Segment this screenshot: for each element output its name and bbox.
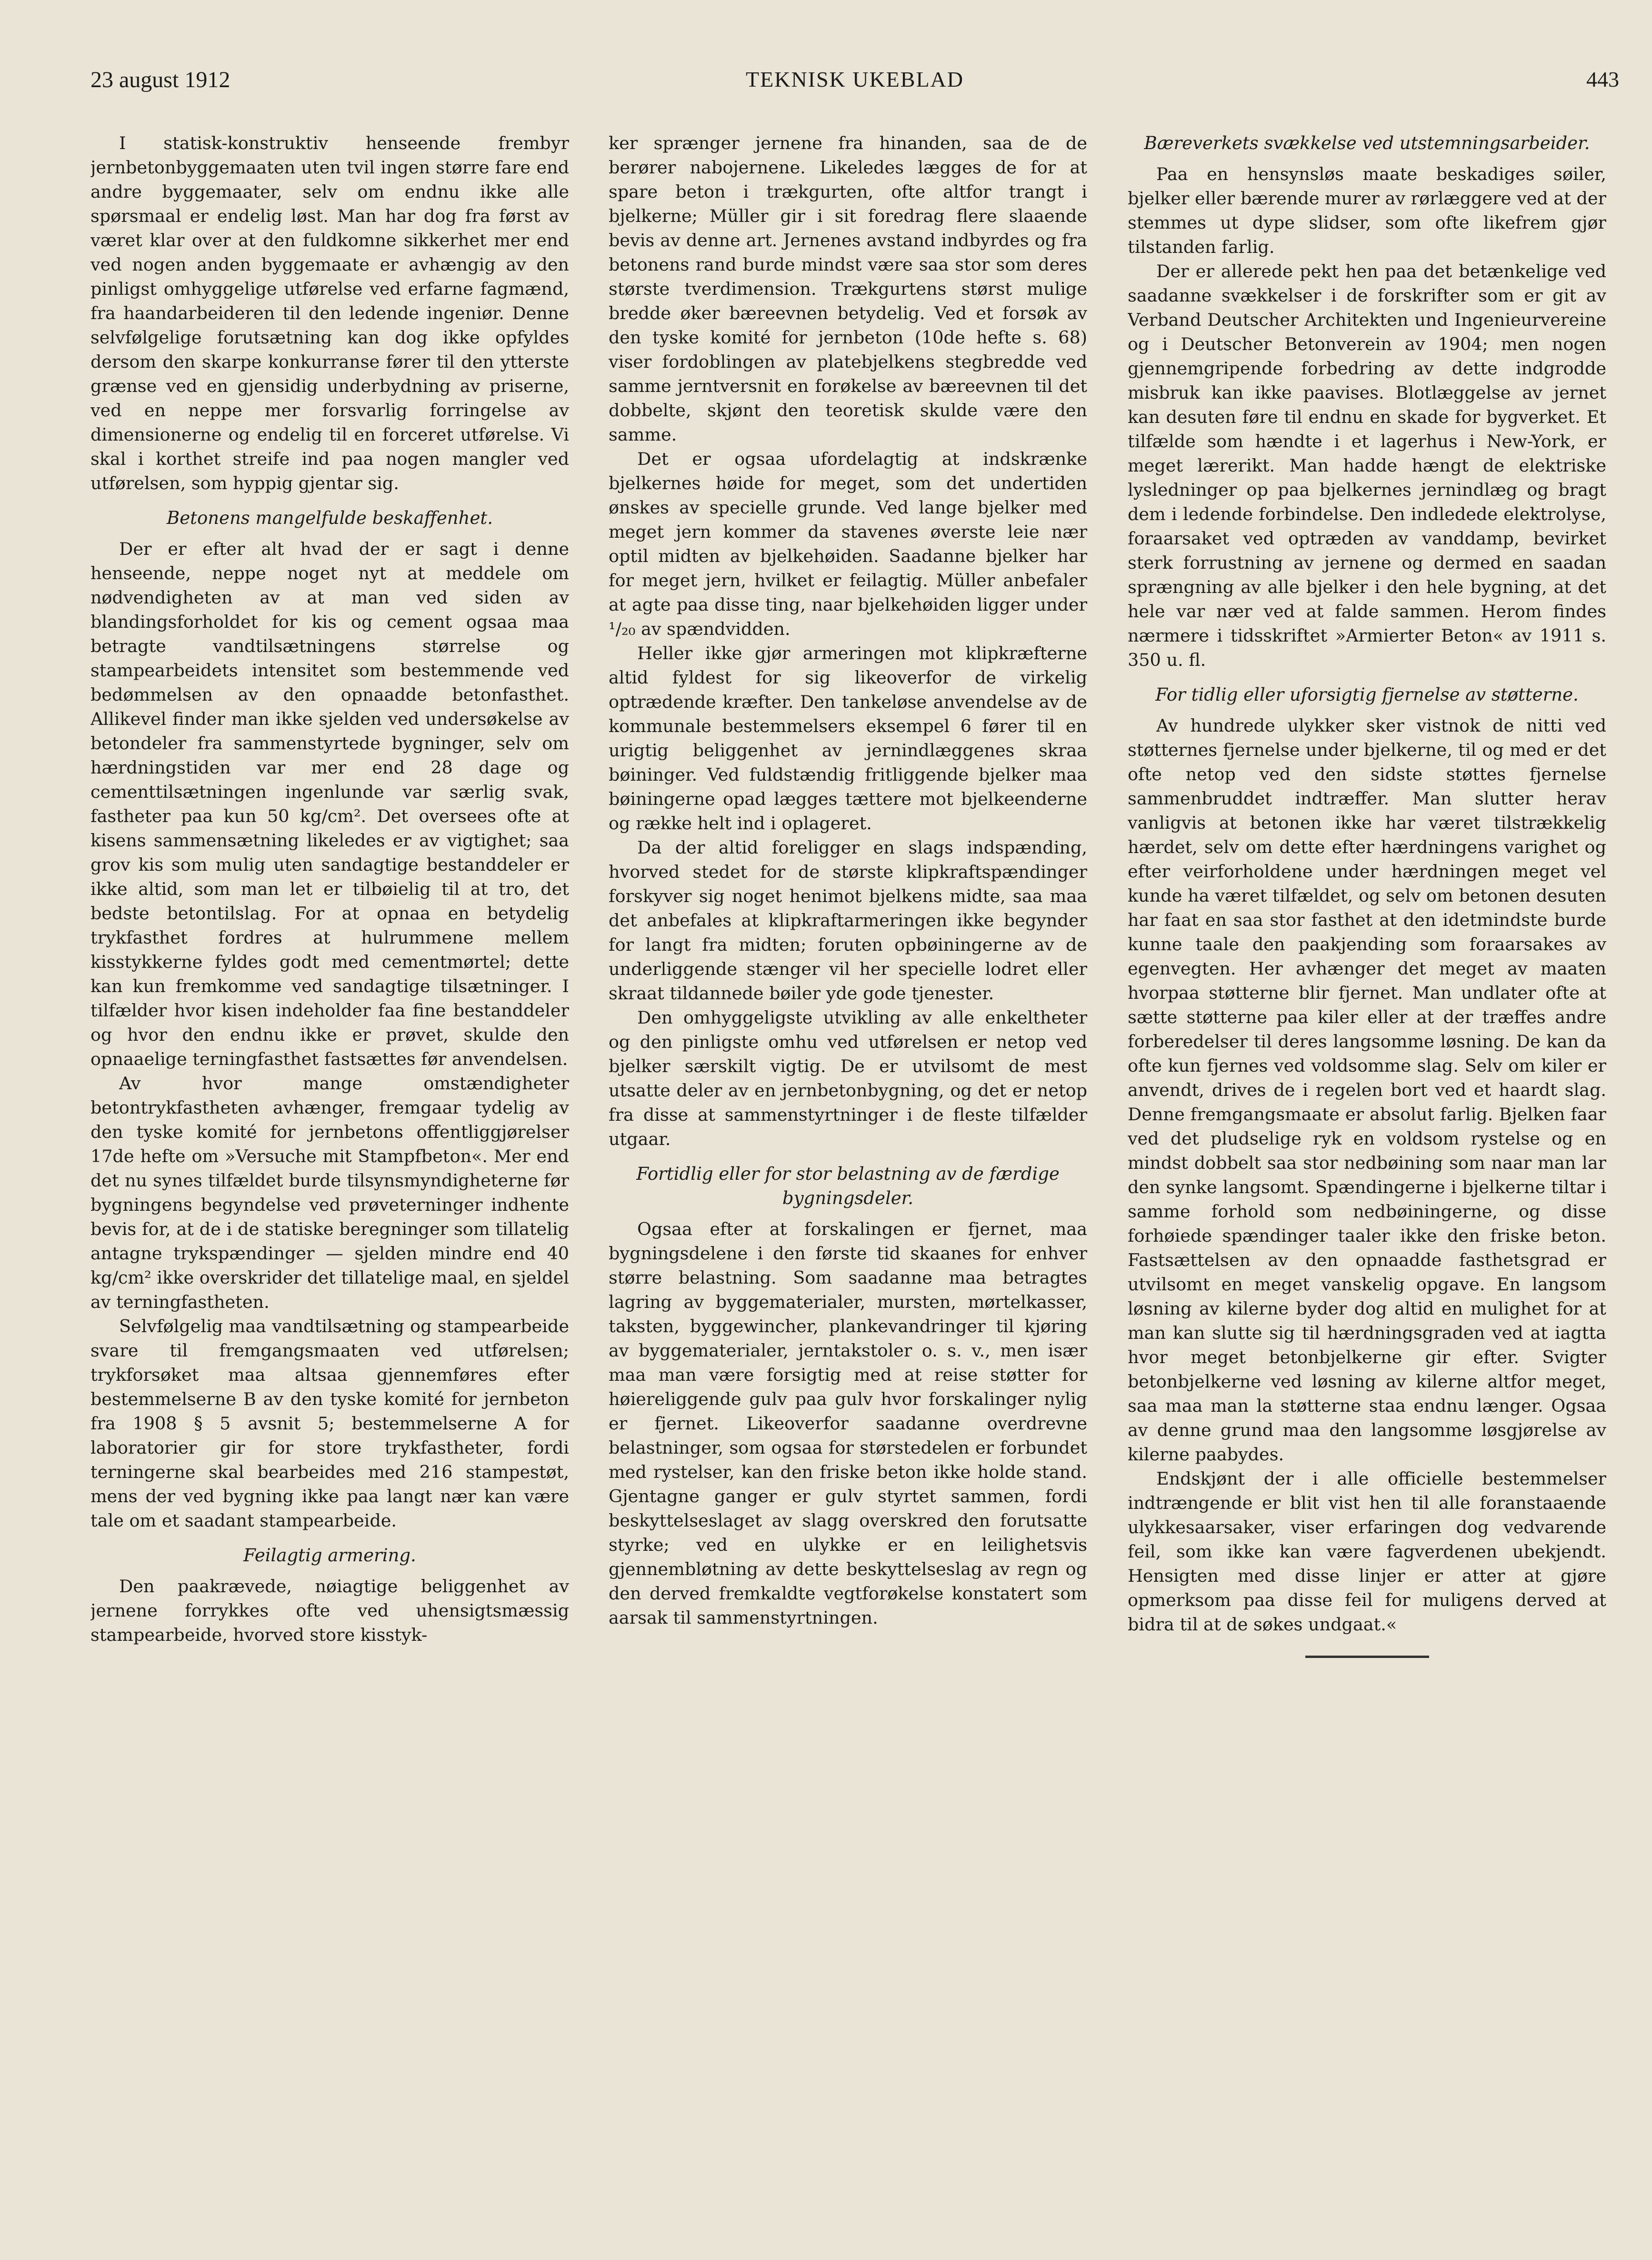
paragraph: Paa en hensynsløs maate beskadiges søiler, bjelker eller bærende murer av rørlæggere ved at der stemmes ut dype slidser, som ofte likefrem gjør tilstanden farlig. bbox=[1128, 164, 1606, 257]
text-column-1 bbox=[90, 131, 569, 2236]
paragraph: Der er allerede pekt hen paa det betænkelige ved saadanne svækkelser i de forskrifter som er git av Verband Deutscher Architekten und Ingenieurvereine og i Deutscher Betonverein av 1904; men nogen gjennemgripende forbedring av dette indgrodde misbruk kan ikke paavises. Blotlæggelse av jernet kan desuten føre til endnu en skade for bygverket. Et tilfælde som hændte i et lagerhus i New-York, er meget lærerikt. Man hadde hængt de elektriske lysledninger op paa bjelkernes jernindlæg og bragt dem i ledende forbindelse. Den indledede elektrolyse, foraarsaket ved optræden av vanddamp, bevirket sterk forrustning av jernene og dermed en saadan sprængning av alle bjelker i den hele bygning, at det hele var nær ved at falde sammen. Herom findes nærmere i tidsskriftet »Armierter Beton« av 1911 s. 350 u. fl. bbox=[1128, 261, 1606, 670]
paragraph: Da der altid foreligger en slags indspænding, hvorved stedet for de største klipkraftspændinger forskyver sig noget henimot bjelkens midte, saa maa det anbefales at klipkraftarmeringen ikke begynder for langt fra midten; foruten opbøiningerne av de underliggende stænger vil her specielle lodret eller skraat tildannede bøiler yde gode tjenester. bbox=[609, 837, 1087, 1004]
section-heading: Betonens mangelfulde beskaffenhet. bbox=[167, 508, 493, 528]
section-heading: Bæreverkets svækkelse ved utstemningsarbeider. bbox=[1144, 133, 1590, 153]
issue-date: 23 august 1912 bbox=[90, 67, 230, 92]
paragraph: Heller ikke gjør armeringen mot klipkræfterne altid fyldest for sig likeoverfor de virkelig optrædende kræfter. Den tankeløse anvendelse av de kommunale bestemmelsers eksempel 6 fører til en urigtig beliggenhet av jernindlæggenes skraa bøininger. Ved fuldstændig fritliggende bjelker maa bøiningerne opad lægges tættere mot bjelkeenderne og række helt ind i oplageret. bbox=[609, 643, 1087, 834]
paragraph: Av hvor mange omstændigheter betontrykfastheten avhænger, fremgaar tydelig av den tyske komité for jernbetons offentliggjørelser 17de hefte om »Versuche mit Stampfbeton«. Mer end det nu synes tilfældet burde tilsynsmyndigheterne før bygningens begyndelse ved prøveterninger indhente bevis for, at de i de statiske beregninger som tillatelig antagne trykspændinger — sjelden mindre end 40 kg/cm² ikke overskrider det tillatelige maal, en sjeldel av terningfastheten. bbox=[90, 1073, 569, 1312]
paragraph-continued: ker sprænger jernene fra hinanden, saa de de berører nabojernene. Likeledes lægges de for at spare beton i trækgurten, ofte altfor trangt i bjelkerne; Müller gir i sit foredrag flere slaaende bevis av denne art. Jernenes avstand indbyrdes og fra betonens rand burde mindst være saa stor som deres største tverdimension. Trækgurtens størst mulige bredde øker bæreevnen betydelig. Ved et forsøk av den tyske komité for jernbeton (10de hefte s. 68) viser fordoblingen av platebjelkens stegbredde ved samme jerntversnit en forøkelse av bæreevnen til det dobbelte, skjønt den teoretisk skulde være den samme. bbox=[609, 133, 1087, 445]
paragraph: Der er efter alt hvad der er sagt i denne henseende, neppe noget nyt at meddele om nødvendigheten av at man ved siden av blandingsforholdet for kis og cement ogsaa maa betragte vandtilsætningens størrelse og stampearbeidets intensitet som bestemmende ved bedømmelsen av den opnaadde betonfasthet. Allikevel finder man ikke sjelden ved undersøkelse av betondeler fra sammenstyrtede bygninger, selv om hærdningstiden var mer end 28 dage og cementtilsætningen ingenlunde var særlig svak, fastheter paa kun 50 kg/cm². Det oversees ofte at kisens sammensætning likeledes er av vigtighet; saa grov kis som mulig uten sandagtige bestanddeler er ikke altid, som man let er tilbøielig til at tro, det bedste betontilslag. For at opnaa en betydelig trykfasthet fordres at hulrummene mellem kisstykkerne fyldes godt med cementmørtel; dette kan kun fremkomme ved sandagtige tilsætninger. I tilfælder hvor kisen indeholder faa fine bestanddeler og hvor den endnu ikke er prøvet, skulde den opnaaelige terningfasthet fastsættes før anvendelsen. bbox=[90, 539, 569, 1069]
paragraph: Endskjønt der i alle officielle bestemmelser indtrængende er blit vist hen til alle foranstaaende ulykkesaarsaker, viser erfaringen dog vedvarende feil, som ikke kan være fagverdenen ubekjendt. Hensigten med disse linjer er atter at gjøre opmerksom paa disse feil for muligens derved at bidra til at de søkes undgaat.« bbox=[1128, 1468, 1606, 1635]
paragraph: Det er ogsaa ufordelagtig at indskrænke bjelkernes høide for meget, som det undertiden ønskes av specielle grunde. Ved lange bjelker med meget jern kommer da stavenes øverste leie nær optil midten av bjelkehøiden. Saadanne bjelker har for meget jern, hvilket er feilagtig. Müller anbefaler at agte paa disse ting, naar bjelkehøiden ligger under ¹/₂₀ av spændvidden. bbox=[609, 449, 1087, 639]
paragraph: I statisk-konstruktiv henseende frembyr jernbetonbyggemaaten uten tvil ingen større fare end andre byggemaater, selv om endnu ikke alle spørsmaal er endelig løst. Man har dog fra først av været klar over at den fuldkomne sikkerhet mer end ved nogen anden byggemaate er avhængig av den pinligst omhyggelige utførelse ved erfarne fagmænd, fra haandarbeideren til den ledende ingeniør. Denne selvfølgelige forutsætning kan dog ikke opfyldes dersom den skarpe konkurranse fører til den ytterste grænse ved en gjensidig underbydning av priserne, ved en neppe mer forsvarlig forringelse av dimensionerne og endelig til en forceret utførelse. Vi skal i korthet streife ind paa nogen mangler ved utførelsen, som hyppig gjentar sig. bbox=[90, 133, 569, 493]
text-column-2 bbox=[609, 131, 1087, 2236]
paragraph: Den paakrævede, nøiagtige beliggenhet av jernene forrykkes ofte ved uhensigtsmæssig stampearbeide, hvorved store kisstyk- bbox=[90, 1576, 569, 1645]
paragraph: Av hundrede ulykker sker vistnok de nitti ved støtternes fjernelse under bjelkerne, til og med er det ofte netop ved den sidste støttes fjernelse sammenbruddet indtræffer. Man slutter herav vanligvis at betonen ikke har været tilstrækkelig hærdet, selv om dette efter hærdningens varighet og efter veirforholdene under hærdningen meget vel kunde ha været tilfældet, og selv om betonen desuten har faat en saa stor fasthet at den idetmindste burde kunne taale den paakjending som foraarsakes av egenvegten. Her avhænger det meget av maaten hvorpaa støtterne blir fjernet. Man undlater ofte at sætte støtterne paa kiler eller at der træffes andre forberedelser til deres langsomme løsning. De kan da ofte kun fjernes ved voldsomme slag. Selv om kiler er anvendt, drives de i regelen bort ved et haardt slag. Denne fremgangsmaate er absolut farlig. Bjelken faar ved det pludselige ryk en voldsom rystelse og en mindst dobbelt saa stor nedbøining som naar man lar den synke langsomt. Spændingerne i bjelkerne tiltar i samme forhold som nedbøiningerne, og disse forhøiede spændinger taaler ikke den friske beton. Fastsættelsen av den opnaadde fasthetsgrad er utvilsomt en meget vanskelig opgave. En langsom løsning av kilerne byder dog altid en mulighet for at man kan slutte sig til hærdningsgraden ved at iagtta hvor meget betonbjelkerne gir efter. Svigter betonbjelkerne ved løsning av kilerne altfor meget, saa maa man la støtterne staa endnu længer. Ogsaa av denne grund maa den langsomme løsgjørelse av kilerne paabydes. bbox=[1128, 715, 1606, 1465]
paragraph: Selvfølgelig maa vandtilsætning og stampearbeide svare til fremgangsmaaten ved utførelsen; trykforsøket maa altsaa gjennemføres efter bestemmelserne B av den tyske komité for jernbeton fra 1908 § 5 avsnit 5; bestemmelserne A for laboratorier gir for store trykfastheter, fordi terningerne skal bearbeides med 216 stampestøt, mens der ved bygning ikke paa langt nær kan være tale om et saadant stampearbeide. bbox=[90, 1316, 569, 1531]
paragraph: Ogsaa efter at forskalingen er fjernet, maa bygningsdelene i den første tid skaanes for enhver større belastning. Som saadanne maa betragtes lagring av byggematerialer, mursten, mørtelkasser, taksten, byggewincher, plankevandringer til kjøring av byggematerialer, jerntakstoler o. s. v., men især maa man være forsigtig med at reise støtter for høiereliggende gulv paa gulv hvor forskalinger nylig er fjernet. Likeoverfor saadanne overdrevne belastninger, som ogsaa for størstedelen er forbundet med rystelser, kan den friske beton ikke holde stand. Gjentagne ganger er gulv styrtet sammen, fordi beskyttelseslaget av slagg overskred den forutsatte styrke; ved en ulykke er en leilighetsvis gjennembløtning av dette beskyttelseslag av regn og den derved fremkaldte vegtforøkelse konstatert som aarsak til sammenstyrtningen. bbox=[609, 1219, 1087, 1628]
journal-title: TEKNISK UKEBLAD bbox=[745, 67, 964, 91]
paragraph: Den omhyggeligste utvikling av alle enkeltheter og den pinligste omhu ved utførelsen er netop ved bjelker særskilt vigtig. De er utvilsomt de mest utsatte deler av en jernbetonbygning, og det er netop fra disse at sammenstyrtninger i de fleste tilfælder utgaar. bbox=[609, 1007, 1087, 1149]
section-heading: Feilagtig armering. bbox=[243, 1545, 416, 1566]
section-heading: Fortidlig eller for stor belastning av de færdige bygningsdeler. bbox=[636, 1164, 1060, 1208]
text-column-3 bbox=[1128, 131, 1606, 2236]
article-end-rule bbox=[1305, 1656, 1429, 1658]
section-heading: For tidlig eller uforsigtig fjernelse av støtterne. bbox=[1155, 684, 1579, 705]
running-header bbox=[90, 67, 1619, 105]
page-number: 443 bbox=[1586, 67, 1619, 91]
